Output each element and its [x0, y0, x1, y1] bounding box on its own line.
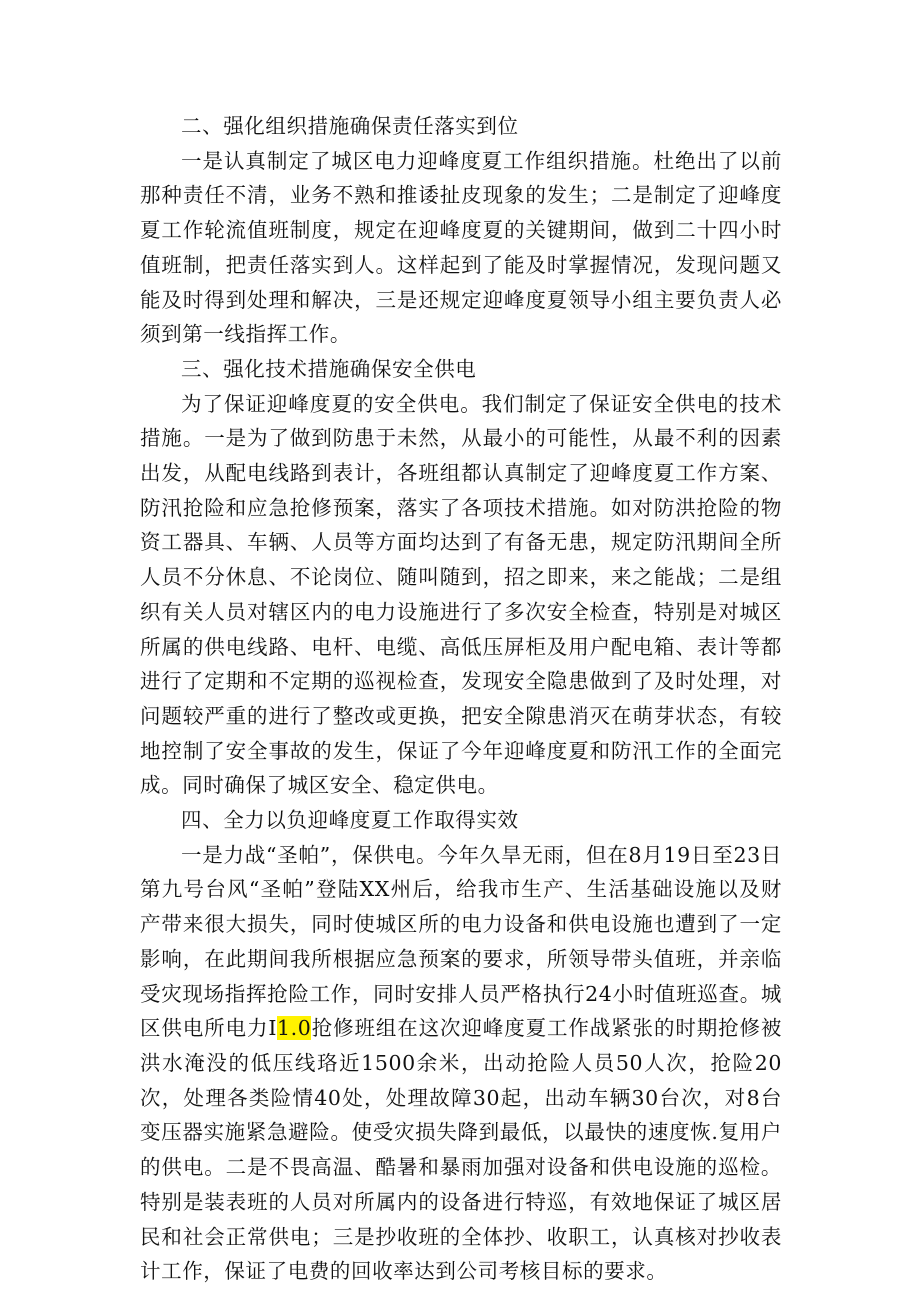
document-body [140, 109, 782, 1289]
highlighted-text: 1.0 [277, 1016, 312, 1041]
section-4-text-part-1: 一是力战“圣帕”，保供电。今年久旱无雨，但在8月19日至23日第九号台风“圣帕”登陆XX州后，给我市生产、生活基础设施以及财产带来很大损失，同时使城区所的电力设备和供电设施也遭到了一定影响，在此期间我所根据应急预案的要求，所领导带头值班，并亲临受灾现场指挥抢险工作，同时安排人员严格执行24小时值班巡查。城区供电所电力I [140, 842, 782, 1041]
section-4-paragraph [140, 838, 782, 1289]
section-2-paragraph: 一是认真制定了城区电力迎峰度夏工作组织措施。杜绝出了以前那种责任不清，业务不熟和推诿扯皮现象的发生；二是制定了迎峰度夏工作轮流值班制度，规定在迎峰度夏的关键期间，做到二十四小时值班制，把责任落实到人。这样起到了能及时掌握情况，发现问题又能及时得到处理和解决，三是还规定迎峰度夏领导小组主要负责人必须到第一线指挥工作。 [140, 148, 782, 347]
section-4-heading: 四、全力以负迎峰度夏工作取得实效 [181, 808, 519, 833]
section-4-text-part-2: 抢修班组在这次迎峰度夏工作战紧张的时期抢修被洪水淹没的低压线珞近1500余米，出动抢险人员50人次，抢险20次，处理各类险情40处，处理故障30起，出动车辆30台次，对8台变压器实施紧急避险。使受灾损失降到最低，以最快的速度恢.复用户的供电。二是不畏高温、酷暑和暴雨加强对设备和供电设施的巡检。特别是装表班的人员对所属内的设备进行特巡，有效地保证了城区居民和社会正常供电；三是抄收班的全体抄、收职工，认真核对抄收表计工作，保证了电费的回收率达到公司考核目标的要求。 [140, 1016, 782, 1284]
section-3-heading: 三、强化技术措施确保安全供电 [181, 356, 477, 381]
section-3-paragraph: 为了保证迎峰度夏的安全供电。我们制定了保证安全供电的技术措施。一是为了做到防患于未然，从最小的可能性，从最不利的因素出发，从配电线路到表计，各班组都认真制定了迎峰度夏工作方案、防汛抢险和应急抢修预案，落实了各项技术措施。如对防洪抢险的物资工器具、车辆、人员等方面均达到了有备无患，规定防汛期间全所人员不分休息、不论岗位、随叫随到，招之即来，来之能战；二是组织有关人员对辖区内的电力设施进行了多次安全检查，特别是对城区所属的供电线路、电杆、电缆、高低压屏柜及用户配电箱、表计等都进行了定期和不定期的巡视检查，发现安全隐患做到了及时处理，对问题较严重的进行了整改或更换，把安全隙患消灭在萌芽状态，有较地控制了安全事故的发生，保证了今年迎峰度夏和防汛工作的全面完成。同时确保了城区安全、稳定供电。 [140, 391, 782, 798]
section-2-heading: 二、强化组织措施确保责任落实到位 [181, 114, 519, 138]
